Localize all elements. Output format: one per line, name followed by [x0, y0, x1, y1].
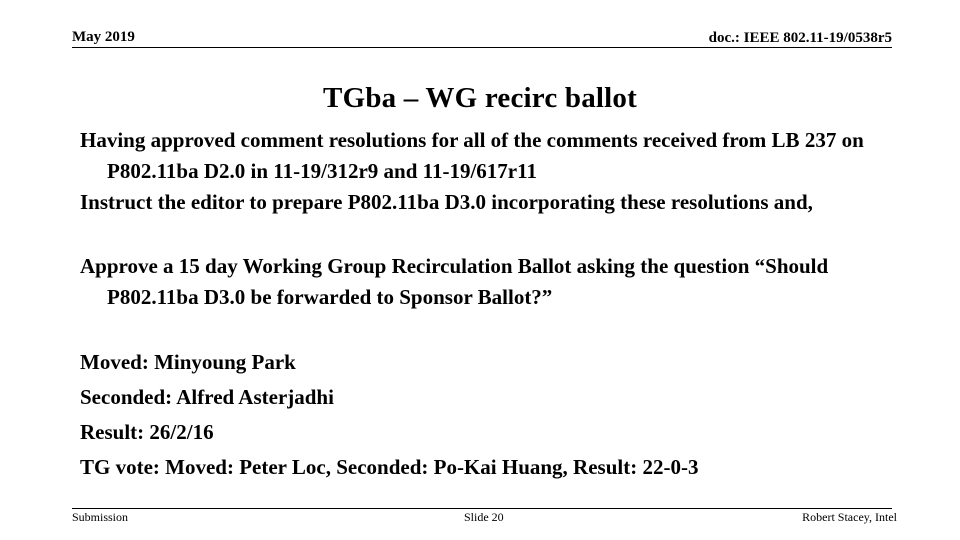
header-date: May 2019 — [72, 29, 135, 45]
vote-result: Result: 26/2/16 — [80, 420, 214, 444]
motion-paragraph-approve-ballot: Approve a 15 day Working Group Recirculation Ballot asking the question “Should P802.11ba D3.0 be forwarded to Sponsor Ballot?” — [80, 254, 829, 309]
footer-author: Robert Stacey, Intel — [802, 510, 897, 524]
motion-paragraph-instruct: Instruct the editor to prepare P802.11ba D3.0 incorporating these resolutions and, — [80, 190, 813, 214]
header-divider — [72, 47, 892, 48]
footer-slide-number: Slide 20 — [464, 510, 504, 524]
moved-by: Moved: Minyoung Park — [80, 350, 296, 374]
slide-title: TGba – WG recirc ballot — [323, 82, 637, 114]
tg-vote: TG vote: Moved: Peter Loc, Seconded: Po-Kai Huang, Result: 22-0-3 — [80, 455, 699, 479]
motion-paragraph-approved: Having approved comment resolutions for all of the comments received from LB 237 on P802.11ba D2.0 in 11-19/312r9 and 11-19/617r11 — [80, 128, 864, 183]
header-document-id: doc.: IEEE 802.11-19/0538r5 — [708, 30, 892, 46]
footer-submission: Submission — [72, 510, 129, 524]
seconded-by: Seconded: Alfred Asterjadhi — [80, 385, 334, 409]
footer-divider — [72, 508, 892, 509]
